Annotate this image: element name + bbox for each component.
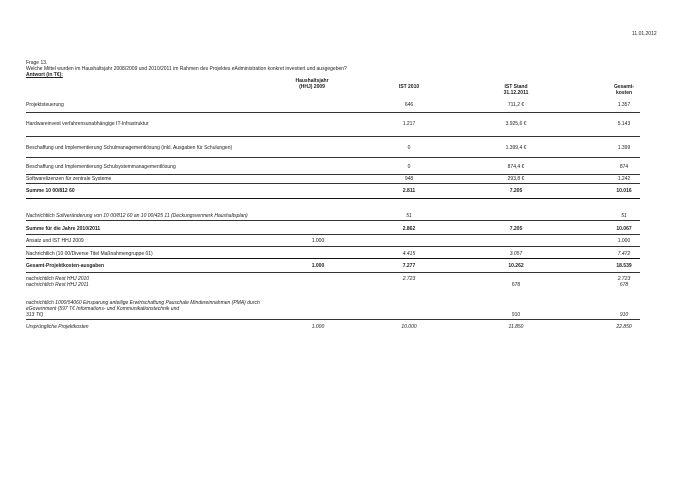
row-divider (26, 183, 640, 184)
cell-ist-2010: 1.217 (402, 121, 416, 127)
cell-gesamt: 10.067 (616, 226, 632, 232)
document-date: 11.01.2012 (632, 31, 657, 37)
cell-ist-2010: 2.723 (402, 276, 416, 282)
cell-hhj-2009: 1.000 (311, 324, 325, 330)
cell-ist-stand: 1.399,4 € (505, 145, 527, 151)
cell-ist-stand: 3.057 (509, 251, 523, 257)
row-divider (26, 272, 640, 273)
table-row (26, 164, 666, 174)
row-label: Softwarelizenzen für zentrale Systeme (26, 176, 112, 182)
row-label: Nachrichtlich Sollveränderung von 10 00/812 60 an 10 00/425 11 (Deckungsvermerk Haushaltsplan) (26, 213, 248, 219)
cell-ist-2010: 4.415 (402, 251, 416, 257)
row-divider (26, 198, 640, 199)
cell-gesamt: 1.000 (617, 238, 631, 244)
header-ist-stand-line2: 31.12.2011 (503, 90, 529, 96)
cell-gesamt: 910 (619, 312, 629, 318)
row-divider (26, 234, 640, 235)
table-row (26, 145, 666, 155)
cell-ist-stand: 711,2 € (507, 102, 525, 108)
cell-ist-stand: 11.850 (508, 324, 524, 330)
cell-ist-2010: 51 (406, 213, 412, 219)
cell-gesamt: 1.357 (617, 102, 631, 108)
cell-gesamt: 7.472 (617, 251, 631, 257)
answer-label: Antwort (in T€): (26, 72, 63, 78)
cell-gesamt: 10.016 (616, 188, 632, 194)
row-divider (26, 136, 640, 137)
cell-gesamt: 678 (619, 282, 629, 288)
row-divider (26, 157, 640, 158)
row-label: 313 T€) (26, 312, 44, 318)
question-text: Welche Mittel wurden im Haushaltsjahr 2008/2009 und 2010/2011 im Rahmen des Projektes eAdministration konkret investiert und ausgegeben? (26, 66, 347, 72)
header-hhj-2009-line1: Haushaltsjahr (295, 78, 329, 84)
cell-hhj-2009: 1.000 (311, 238, 325, 244)
cell-ist-2010: 0 (407, 164, 411, 170)
cell-gesamt: 1.399 (617, 145, 631, 151)
row-divider (26, 258, 640, 259)
row-label: nachrichtlich 1000/54060 Einsparung anteilige Erwirtschaftung Pauschale Mindereinnahmen (PMA) durch (26, 300, 260, 306)
row-divider (26, 174, 640, 175)
cell-gesamt: 51 (621, 213, 627, 219)
header-hhj-2009 (292, 78, 332, 90)
header-gesamtkosten (604, 84, 644, 96)
question-label: Frage 13. (26, 60, 48, 66)
cell-gesamt: 874 (619, 164, 629, 170)
cell-gesamt: 2.723 (617, 276, 631, 282)
cell-ist-2010: 2.862 (402, 226, 416, 232)
row-label: Nachrichtlich (10 00/Diverse Titel Maßnahmengruppe 01) (26, 251, 153, 257)
row-label: nachrichtlich Rest HHJ 2010 (26, 276, 90, 282)
row-label: eGovernment (597 T€ Informations- und Kommunikationstechnik und (26, 306, 180, 312)
row-label: Beschaffung und Implementierung Schulsystemmanagementlösung (26, 164, 176, 170)
table-row (26, 282, 666, 292)
header-hhj-2009-line2: (HHJ) 2009 (299, 84, 325, 90)
cell-ist-2010: 7.277 (402, 263, 416, 269)
header-ist-stand-line1: IST Stand (504, 84, 528, 90)
cell-ist-2010: 948 (404, 176, 414, 182)
cell-ist-stand: 10.262 (508, 263, 524, 269)
cell-ist-stand: 7.205 (509, 226, 523, 232)
cell-gesamt: 22.850 (616, 324, 632, 330)
cell-hhj-2009: 1.000 (311, 263, 325, 269)
cell-ist-stand: 293,8 € (507, 176, 525, 182)
cell-ist-2010: 0 (407, 145, 411, 151)
header-gesamtkosten-line2: kosten (615, 90, 633, 96)
table-row (26, 213, 666, 223)
cell-ist-2010: 646 (404, 102, 414, 108)
row-divider (26, 220, 640, 221)
table-row-subtotal (26, 188, 666, 198)
header-gesamtkosten-line1: Gesamt- (613, 84, 634, 90)
cell-ist-stand: 910 (511, 312, 521, 318)
row-label: Summe für die Jahre 2010/2011 (26, 226, 101, 232)
cell-gesamt: 5.143 (617, 121, 631, 127)
table-row (26, 121, 666, 131)
cell-ist-2010: 10.000 (401, 324, 417, 330)
cell-ist-stand: 678 (511, 282, 521, 288)
row-label: Summe 10 00/812 60 (26, 188, 75, 194)
row-label: Ansatz und IST HHJ 2009 (26, 238, 84, 244)
cell-ist-stand: 3.925,6 € (505, 121, 527, 127)
row-divider (26, 246, 640, 247)
cell-gesamt: 1.242 (617, 176, 631, 182)
table-row (26, 324, 666, 334)
table-row (26, 251, 666, 261)
table-row (26, 176, 666, 186)
row-label: Hardwareinvest verfahrensunabhängige IT-Infrastruktur (26, 121, 149, 127)
table-row (26, 312, 666, 322)
row-label: Ursprüngliche Projektkosten (26, 324, 89, 330)
row-label: Beschaffung und Implementierung Schulmanagementlösung (inkl. Ausgaben für Schulungen) (26, 145, 233, 151)
cell-gesamt: 18.539 (616, 263, 632, 269)
cell-ist-2010: 2.811 (402, 188, 416, 194)
table-row (26, 102, 666, 112)
row-label: nachrichtlich Rest HHJ 2011 (26, 282, 89, 288)
row-divider (26, 112, 640, 113)
header-ist-stand (496, 84, 536, 96)
cell-ist-stand: 7.205 (509, 188, 523, 194)
cell-ist-stand: 874,4 € (507, 164, 525, 170)
row-divider (26, 319, 640, 320)
header-ist-2010: IST 2010 (398, 84, 420, 90)
row-label: Projektsteuerung (26, 102, 64, 108)
row-label: Gesamt-Projektkosten-ausgaben (26, 263, 105, 269)
